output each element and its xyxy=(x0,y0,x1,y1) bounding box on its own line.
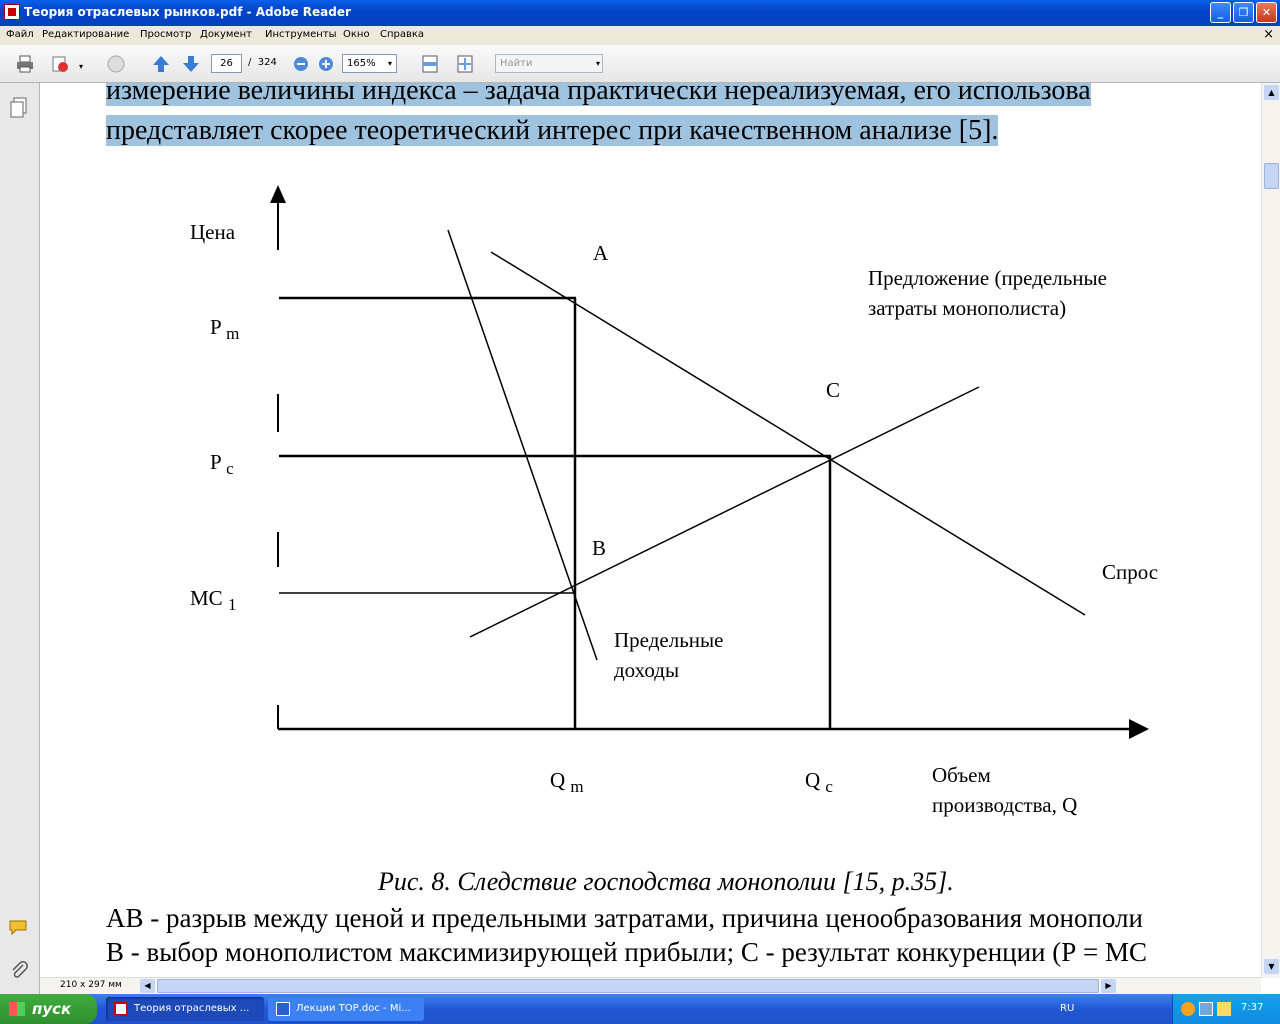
monopoly-diagram xyxy=(41,83,1257,978)
tick-qc xyxy=(805,768,833,797)
supply-label xyxy=(868,263,1107,323)
y-axis-arrow xyxy=(270,185,286,203)
mr-label-line2: доходы xyxy=(614,658,680,682)
start-button[interactable] xyxy=(0,994,97,1024)
page-number-input[interactable]: 26 xyxy=(211,54,242,73)
supply-label-line1: Предложение (предельные xyxy=(868,266,1107,290)
adobe-reader-icon xyxy=(4,4,20,20)
tick-sub: c xyxy=(825,777,833,797)
tick-main: P xyxy=(210,450,221,474)
tick-main: P xyxy=(210,315,221,339)
paragraph-line-4: В - выбор монополистом максимизирующей прибыли; С - результат конкуренции (Р = МС xyxy=(106,937,1147,967)
tick-sub: m xyxy=(226,324,240,344)
window-title: Теория отраслевых рынков.pdf - Adobe Reader xyxy=(24,5,351,19)
tick-mc1 xyxy=(190,586,236,615)
taskbar-item-label: Теория отраслевых ... xyxy=(134,1003,250,1014)
tray-app-icon[interactable] xyxy=(1181,1002,1195,1016)
pages-panel-icon[interactable] xyxy=(9,97,29,119)
figure-caption: Рис. 8. Следствие господства монополии [15, p.35]. xyxy=(378,867,954,896)
network-icon[interactable] xyxy=(1199,1002,1213,1016)
tick-sub: 1 xyxy=(227,595,237,615)
print-icon[interactable] xyxy=(15,54,35,74)
zoom-dropdown-icon[interactable]: ▾ xyxy=(388,59,393,68)
demand-label: Спрос xyxy=(1102,560,1159,584)
previous-page-icon[interactable] xyxy=(151,54,171,74)
windows-logo-icon xyxy=(9,1002,25,1016)
tick-sub: c xyxy=(226,459,234,479)
supply-label-line2: затраты монополиста) xyxy=(868,296,1067,320)
taskbar-item-word[interactable] xyxy=(268,997,424,1021)
fit-width-icon[interactable] xyxy=(420,54,440,74)
x-axis-label xyxy=(932,760,1077,820)
text-line: измерение величины индекса – задача практически нереализуемая, его использова xyxy=(106,83,1091,106)
menu-document[interactable]: Документ xyxy=(200,29,252,40)
menu-bar xyxy=(0,26,1280,45)
taskbar-item-label: Лекции ТОР.doc - Mi... xyxy=(296,1003,411,1014)
taskbar-item-reader[interactable] xyxy=(106,997,264,1021)
tick-qm xyxy=(550,768,584,797)
point-c-label: C xyxy=(826,378,841,402)
x-axis-label-line2: производства, Q xyxy=(932,793,1078,817)
page-size-label: 210 x 297 мм xyxy=(60,980,122,990)
next-page-icon[interactable] xyxy=(181,54,201,74)
find-input[interactable]: Найти xyxy=(495,54,603,73)
h-scroll-thumb[interactable] xyxy=(157,979,1099,993)
zoom-out-icon[interactable] xyxy=(291,54,311,74)
point-b-label: B xyxy=(592,536,607,560)
menu-view[interactable]: Просмотр xyxy=(140,29,192,40)
page-total: 324 xyxy=(257,57,277,68)
word-icon xyxy=(276,1002,290,1016)
scroll-thumb[interactable] xyxy=(1264,163,1279,189)
vertical-scrollbar[interactable] xyxy=(1261,83,1280,978)
fit-page-icon[interactable] xyxy=(455,54,475,74)
document-view xyxy=(41,83,1257,978)
close-document-icon[interactable]: × xyxy=(1263,27,1274,42)
scroll-up-icon[interactable]: ▲ xyxy=(1264,85,1279,100)
attachments-icon[interactable] xyxy=(9,960,29,980)
x-axis-label-line1: Объем xyxy=(932,763,991,787)
menu-edit[interactable]: Редактирование xyxy=(42,29,130,40)
menu-window[interactable]: Окно xyxy=(343,29,370,40)
tick-main: MC xyxy=(190,586,223,610)
horizontal-scrollbar[interactable] xyxy=(40,977,1261,994)
y-axis-label: Цена xyxy=(190,220,236,244)
tick-main: Q xyxy=(805,768,821,792)
taskbar xyxy=(0,994,1280,1024)
scroll-right-icon[interactable]: ▶ xyxy=(1101,979,1116,993)
tick-pc xyxy=(210,450,234,479)
page-count xyxy=(248,57,277,68)
tick-main: Q xyxy=(550,768,566,792)
zoom-select[interactable]: 165% xyxy=(342,54,397,73)
maximize-button[interactable]: ❐ xyxy=(1233,2,1254,23)
share-dropdown-icon[interactable]: ▾ xyxy=(79,62,84,71)
clock: 7:37 xyxy=(1241,1002,1264,1013)
find-dropdown-icon[interactable]: ▾ xyxy=(596,59,601,68)
menu-tools[interactable]: Инструменты xyxy=(265,29,337,40)
close-button[interactable]: ✕ xyxy=(1256,2,1277,23)
system-tray xyxy=(1172,994,1280,1024)
point-a-label: A xyxy=(593,241,609,265)
menu-help[interactable]: Справка xyxy=(380,29,425,40)
scroll-down-icon[interactable]: ▼ xyxy=(1264,959,1279,974)
x-axis-arrow xyxy=(1129,719,1149,739)
comments-icon[interactable] xyxy=(8,918,30,938)
scroll-left-icon[interactable]: ◀ xyxy=(140,979,155,993)
toolbar xyxy=(0,45,1280,83)
start-label: пуск xyxy=(32,1000,72,1018)
page-separator: / xyxy=(248,57,252,68)
minimize-button[interactable]: _ xyxy=(1210,2,1231,23)
menu-file[interactable]: Файл xyxy=(6,29,34,40)
marginal-revenue-label xyxy=(614,625,723,685)
tick-pm xyxy=(210,315,239,344)
share-icon[interactable] xyxy=(50,54,70,74)
paragraph-line-3: АВ - разрыв между ценой и предельными затратами, причина ценообразования монополи xyxy=(106,903,1143,933)
tick-sub: m xyxy=(570,777,584,797)
navigation-pane xyxy=(0,83,40,994)
text-line: представляет скорее теоретический интерес при качественном анализе [5]. xyxy=(106,115,999,146)
hand-tool-icon[interactable] xyxy=(106,54,126,74)
speaker-icon[interactable] xyxy=(1217,1002,1231,1016)
title-bar xyxy=(0,0,1280,26)
pdf-icon xyxy=(114,1002,128,1016)
mr-label-line1: Предельные xyxy=(614,628,724,652)
zoom-in-icon[interactable] xyxy=(316,54,336,74)
language-indicator[interactable]: RU xyxy=(1060,1003,1075,1014)
